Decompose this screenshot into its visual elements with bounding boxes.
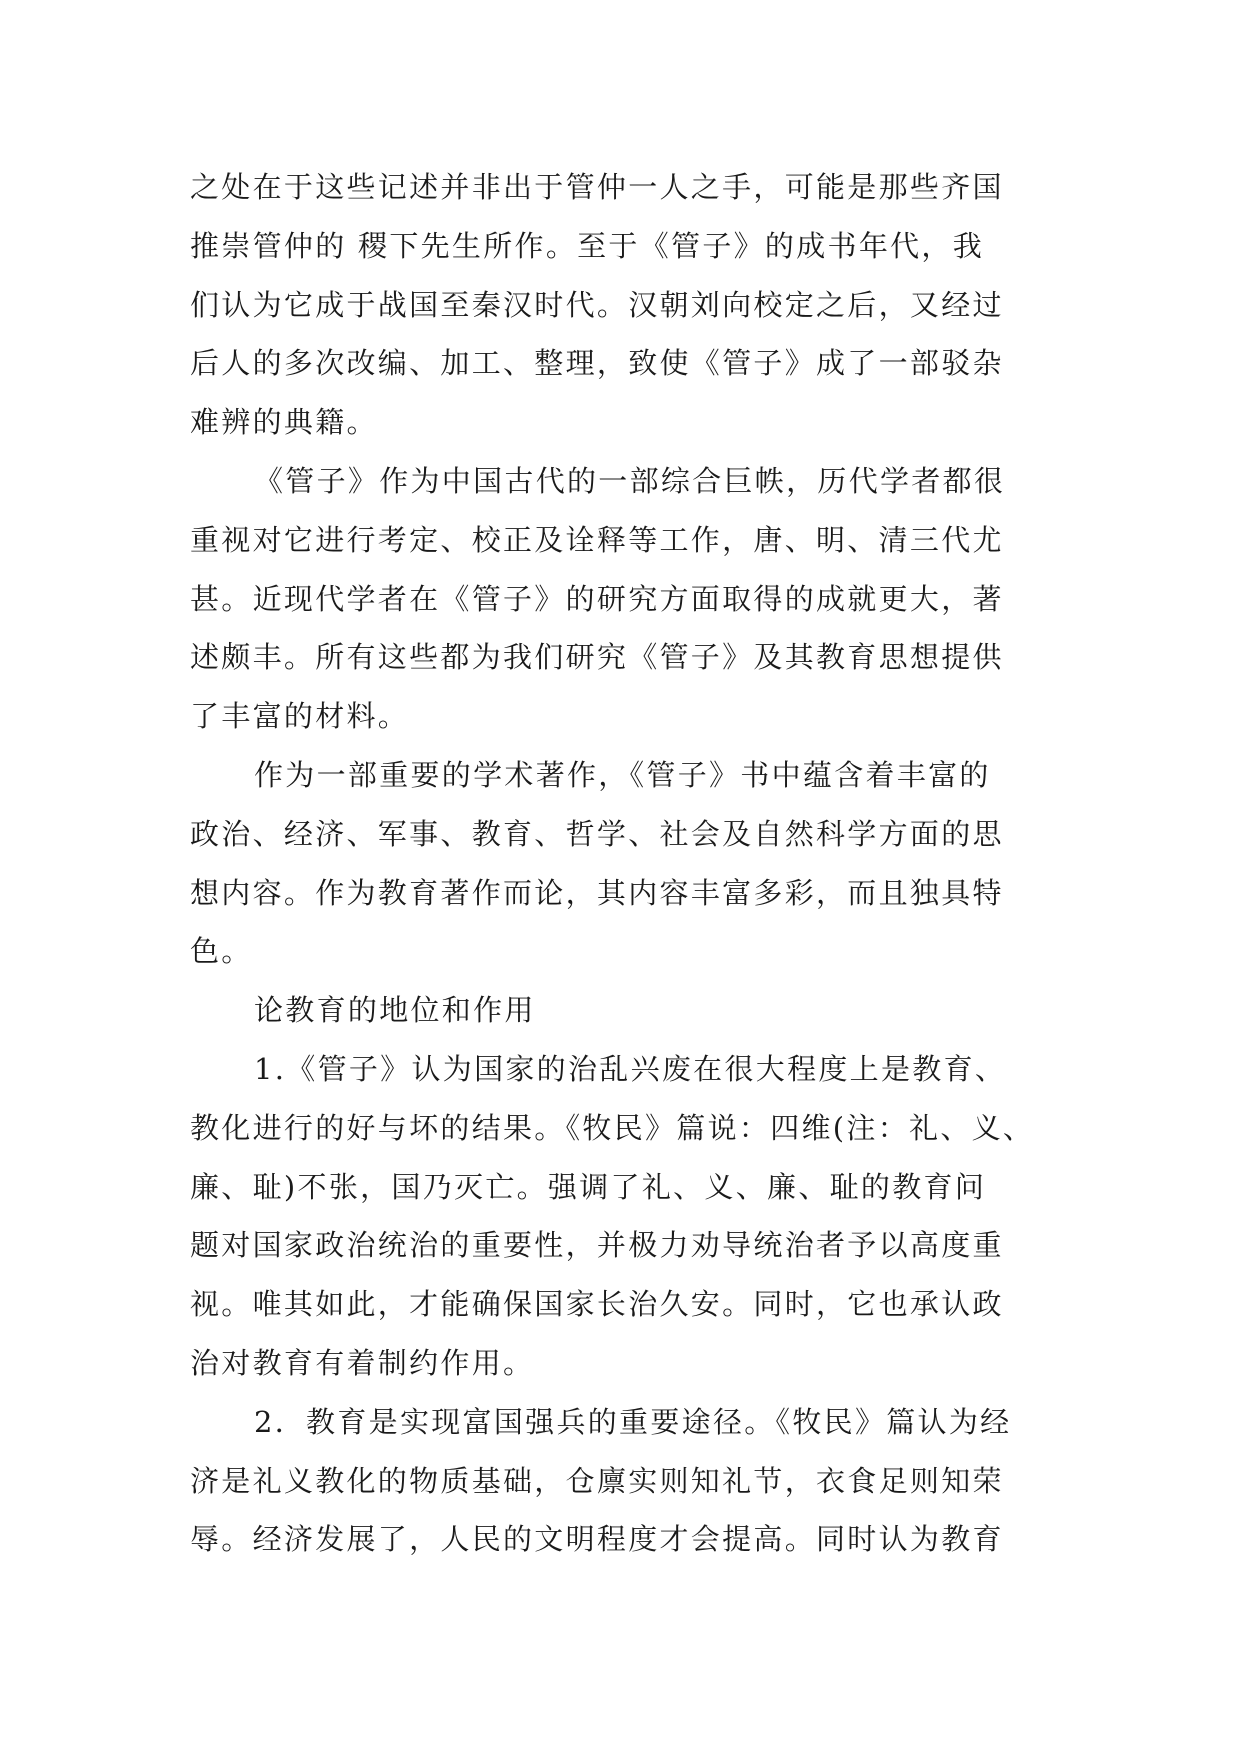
paragraph-first-line: 作为一部重要的学术著作，《管子》书中蕴含着丰富的: [254, 757, 991, 792]
text-line: 政治、经济、军事、教育、哲学、社会及自然科学方面的思: [190, 816, 1004, 851]
section-heading: 论教育的地位和作用: [254, 993, 536, 1028]
text-line: 题对国家政治统治的重要性，并极力劝导统治者予以高度重: [190, 1228, 1004, 1263]
paragraph-first-line: 1.《管子》认为国家的治乱兴废在很大程度上是教育、: [254, 1051, 1007, 1086]
text-line: 后人的多次改编、加工、整理，致使《管子》成了一部驳杂: [190, 346, 1004, 381]
text-line: 推崇管仲的 稷下先生所作。至于《管子》的成书年代，我: [190, 228, 985, 263]
text-line: 重视对它进行考定、校正及诠释等工作，唐、明、清三代尤: [190, 522, 1004, 557]
text-line: 难辨的典籍。: [190, 405, 378, 440]
text-line: 想内容。作为教育著作而论，其内容丰富多彩，而且独具特: [190, 875, 1004, 910]
text-line: 之处在于这些记述并非出于管仲一人之手，可能是那些齐国: [190, 170, 1004, 204]
text-line: 辱。经济发展了，人民的文明程度才会提高。同时认为教育: [190, 1522, 1004, 1557]
text-line: 教化进行的好与坏的结果。《牧民》篇说：四维(注：礼、义、: [190, 1110, 1035, 1145]
text-line: 色。: [190, 934, 253, 969]
text-line: 廉、耻)不张，国乃灭亡。强调了礼、义、廉、耻的教育问: [190, 1169, 987, 1204]
paragraph-first-line: 2．教育是实现富国强兵的重要途径。《牧民》篇认为经: [254, 1404, 1012, 1439]
text-line: 治对教育有着制约作用。: [190, 1345, 535, 1380]
paragraph-first-line: 《管子》作为中国古代的一部综合巨帙，历代学者都很: [254, 463, 1006, 498]
text-line: 视。唯其如此，才能确保国家长治久安。同时，它也承认政: [190, 1287, 1004, 1322]
body-text: [190, 158, 1070, 1569]
text-line: 述颇丰。所有这些都为我们研究《管子》及其教育思想提供: [190, 640, 1004, 675]
text-line: 济是礼义教化的物质基础，仓廪实则知礼节，衣食足则知荣: [190, 1463, 1004, 1498]
text-line: 甚。近现代学者在《管子》的研究方面取得的成就更大，著: [190, 581, 1004, 616]
text-line: 了丰富的材料。: [190, 699, 410, 734]
text-line: 们认为它成于战国至秦汉时代。汉朝刘向校定之后，又经过: [190, 287, 1004, 322]
